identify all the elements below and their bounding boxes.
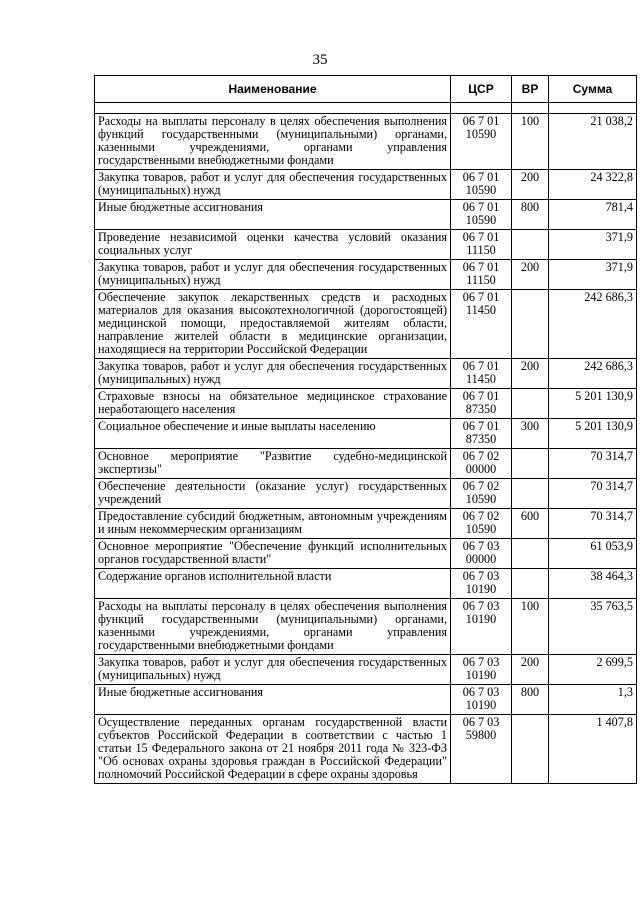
row-csr-code: 06 7 03 xyxy=(462,655,500,669)
row-csr-subcode: 10590 xyxy=(465,183,497,197)
row-csr xyxy=(451,170,512,200)
page-number: 35 xyxy=(312,52,328,68)
row-csr xyxy=(451,539,512,569)
row-csr xyxy=(451,200,512,230)
row-csr-code: 06 7 01 xyxy=(462,359,500,373)
row-sum: 21 038,2 xyxy=(549,114,637,170)
row-vr: 600 xyxy=(512,509,549,539)
row-name: Обеспечение деятельности (оказание услуг) государственных учреждений xyxy=(95,479,451,509)
table-row xyxy=(95,655,637,685)
row-vr xyxy=(512,290,549,359)
row-vr: 300 xyxy=(512,419,549,449)
table-row xyxy=(95,419,637,449)
table-row xyxy=(95,200,637,230)
spacer-row xyxy=(95,103,637,114)
row-csr-subcode: 11450 xyxy=(465,372,497,386)
table-row xyxy=(95,479,637,509)
row-csr-code: 06 7 01 xyxy=(462,114,500,128)
row-vr xyxy=(512,715,549,784)
row-sum: 38 464,3 xyxy=(549,569,637,599)
table-row xyxy=(95,359,637,389)
row-vr xyxy=(512,569,549,599)
row-csr xyxy=(451,230,512,260)
row-csr-code: 06 7 01 xyxy=(462,170,500,184)
row-vr: 200 xyxy=(512,170,549,200)
row-sum: 1 407,8 xyxy=(549,715,637,784)
table-header-row xyxy=(95,76,637,103)
row-csr-subcode: 10590 xyxy=(465,522,497,536)
row-sum: 371,9 xyxy=(549,230,637,260)
row-name: Иные бюджетные ассигнования xyxy=(95,685,451,715)
row-csr-code: 06 7 01 xyxy=(462,230,500,244)
row-csr-subcode: 10190 xyxy=(465,668,497,682)
table-row xyxy=(95,114,637,170)
table-row xyxy=(95,389,637,419)
row-vr xyxy=(512,479,549,509)
row-csr-code: 06 7 02 xyxy=(462,509,500,523)
spacer-cell xyxy=(512,103,549,114)
row-csr-subcode: 10190 xyxy=(465,698,497,712)
row-csr xyxy=(451,655,512,685)
row-vr: 200 xyxy=(512,359,549,389)
row-csr xyxy=(451,419,512,449)
table-row xyxy=(95,170,637,200)
row-vr: 800 xyxy=(512,685,549,715)
row-vr xyxy=(512,230,549,260)
row-csr-subcode: 11450 xyxy=(465,303,497,317)
row-csr-subcode: 10590 xyxy=(465,492,497,506)
row-name: Закупка товаров, работ и услуг для обеспечения государственных (муниципальных) нужд xyxy=(95,655,451,685)
table-row xyxy=(95,685,637,715)
row-csr xyxy=(451,449,512,479)
row-sum: 70 314,7 xyxy=(549,509,637,539)
row-sum: 242 686,3 xyxy=(549,290,637,359)
header-sum: Сумма xyxy=(549,76,637,103)
spacer-cell xyxy=(451,103,512,114)
spacer-cell xyxy=(549,103,637,114)
row-csr-subcode: 59800 xyxy=(465,728,497,742)
row-name: Расходы на выплаты персоналу в целях обеспечения выполнения функций государственными (муниципальными) органами, казенными учреждениями, органами управления государственными внебюджетными фондами xyxy=(95,114,451,170)
row-csr-code: 06 7 01 xyxy=(462,260,500,274)
row-vr: 100 xyxy=(512,599,549,655)
row-csr-code: 06 7 03 xyxy=(462,569,500,583)
table-row xyxy=(95,569,637,599)
row-vr: 800 xyxy=(512,200,549,230)
row-csr xyxy=(451,599,512,655)
row-csr xyxy=(451,260,512,290)
row-sum: 1,3 xyxy=(549,685,637,715)
row-csr-subcode: 10590 xyxy=(465,213,497,227)
row-vr xyxy=(512,389,549,419)
table-row xyxy=(95,290,637,359)
row-name: Обеспечение закупок лекарственных средств и расходных материалов для оказания высокотехнологичной (дорогостоящей) медицинской помощи, предоставляемой жителям области, направление жителей области в медицинские организации, находящиеся на территории Российской Федерации xyxy=(95,290,451,359)
table-row xyxy=(95,449,637,479)
table-row xyxy=(95,260,637,290)
spacer-cell xyxy=(95,103,451,114)
row-csr xyxy=(451,389,512,419)
row-csr-code: 06 7 03 xyxy=(462,715,500,729)
row-csr-code: 06 7 01 xyxy=(462,419,500,433)
row-name: Закупка товаров, работ и услуг для обеспечения государственных (муниципальных) нужд xyxy=(95,260,451,290)
row-name: Содержание органов исполнительной власти xyxy=(95,569,451,599)
row-csr-code: 06 7 03 xyxy=(462,599,500,613)
table-body xyxy=(95,103,637,784)
row-csr xyxy=(451,509,512,539)
table-row xyxy=(95,509,637,539)
row-sum: 2 699,5 xyxy=(549,655,637,685)
row-name: Проведение независимой оценки качества условий оказания социальных услуг xyxy=(95,230,451,260)
row-sum: 35 763,5 xyxy=(549,599,637,655)
row-csr-subcode: 10190 xyxy=(465,612,497,626)
row-csr xyxy=(451,359,512,389)
row-csr-code: 06 7 02 xyxy=(462,479,500,493)
row-sum: 70 314,7 xyxy=(549,479,637,509)
table-row xyxy=(95,599,637,655)
row-csr xyxy=(451,114,512,170)
row-csr-subcode: 10590 xyxy=(465,127,497,141)
row-sum: 5 201 130,9 xyxy=(549,419,637,449)
row-csr xyxy=(451,569,512,599)
row-csr-subcode: 10190 xyxy=(465,582,497,596)
row-sum: 781,4 xyxy=(549,200,637,230)
row-vr: 200 xyxy=(512,260,549,290)
row-csr-code: 06 7 01 xyxy=(462,200,500,214)
row-csr-code: 06 7 03 xyxy=(462,539,500,553)
row-sum: 242 686,3 xyxy=(549,359,637,389)
row-name: Основное мероприятие "Развитие судебно-медицинской экспертизы" xyxy=(95,449,451,479)
row-name: Иные бюджетные ассигнования xyxy=(95,200,451,230)
row-csr-subcode: 11150 xyxy=(466,243,496,257)
row-csr-code: 06 7 03 xyxy=(462,685,500,699)
row-csr xyxy=(451,290,512,359)
row-sum: 70 314,7 xyxy=(549,449,637,479)
header-csr: ЦСР xyxy=(451,76,512,103)
row-name: Страховые взносы на обязательное медицинское страхование неработающего населения xyxy=(95,389,451,419)
row-csr-subcode: 00000 xyxy=(465,552,497,566)
row-csr-subcode: 87350 xyxy=(465,402,497,416)
row-vr xyxy=(512,539,549,569)
row-csr xyxy=(451,715,512,784)
row-csr-code: 06 7 02 xyxy=(462,449,500,463)
row-csr-subcode: 11150 xyxy=(466,273,496,287)
row-name: Закупка товаров, работ и услуг для обеспечения государственных (муниципальных) нужд xyxy=(95,359,451,389)
row-sum: 371,9 xyxy=(549,260,637,290)
row-csr-subcode: 87350 xyxy=(465,432,497,446)
row-csr xyxy=(451,479,512,509)
table-row xyxy=(95,230,637,260)
header-name: Наименование xyxy=(95,76,451,103)
row-csr-subcode: 00000 xyxy=(465,462,497,476)
row-sum: 24 322,8 xyxy=(549,170,637,200)
row-csr-code: 06 7 01 xyxy=(462,389,500,403)
row-name: Расходы на выплаты персоналу в целях обеспечения выполнения функций государственными (муниципальными) органами, казенными учреждениями, органами управления государственными внебюджетными фондами xyxy=(95,599,451,655)
row-vr: 100 xyxy=(512,114,549,170)
row-sum: 61 053,9 xyxy=(549,539,637,569)
row-name: Осуществление переданных органам государственной власти субъектов Российской Федерации в соответствии с частью 1 статьи 15 Федерального закона от 21 ноября 2011 года № 323-ФЗ "Об основах охраны здоровья граждан в Российской Федерации" полномочий Российской Федерации в сфере охраны здоровья xyxy=(95,715,451,784)
row-name: Социальное обеспечение и иные выплаты населению xyxy=(95,419,451,449)
budget-table xyxy=(94,75,637,784)
table-row xyxy=(95,715,637,784)
row-sum: 5 201 130,9 xyxy=(549,389,637,419)
row-vr xyxy=(512,449,549,479)
row-vr: 200 xyxy=(512,655,549,685)
row-csr-code: 06 7 01 xyxy=(462,290,500,304)
row-name: Основное мероприятие "Обеспечение функций исполнительных органов государственной власти" xyxy=(95,539,451,569)
row-name: Закупка товаров, работ и услуг для обеспечения государственных (муниципальных) нужд xyxy=(95,170,451,200)
header-vr: ВР xyxy=(512,76,549,103)
row-csr xyxy=(451,685,512,715)
row-name: Предоставление субсидий бюджетным, автономным учреждениям и иным некоммерческим организациям xyxy=(95,509,451,539)
table-row xyxy=(95,539,637,569)
